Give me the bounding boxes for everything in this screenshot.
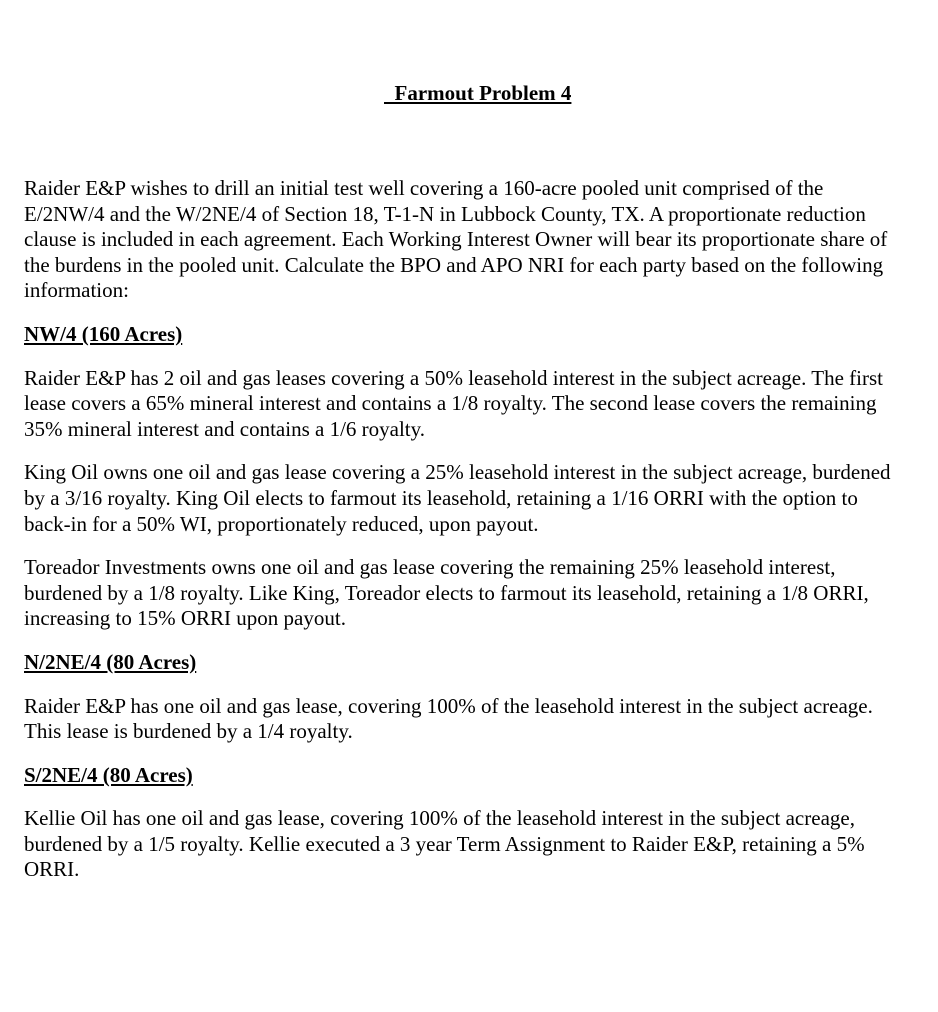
intro-paragraph: Raider E&P wishes to drill an initial test well covering a 160-acre pooled unit comprised of the E/2NW/4 and the W/2NE/4 of Section 18, T-1-N in Lubbock County, TX. A proportionate reduction clause is included in each agreement. Each Working Interest Owner will bear its proportionate share of the burdens in the pooled unit. Calculate the BPO and APO NRI for each party based on the following information:: [24, 176, 888, 303]
document-title: Farmout Problem 4: [384, 81, 572, 105]
paragraph-raider-nw4: Raider E&P has 2 oil and gas leases covering a 50% leasehold interest in the subject acreage. The first lease covers a 65% mineral interest and contains a 1/8 royalty. The second lease covers the remaining 35% mineral interest and contains a 1/6 royalty.: [24, 365, 883, 441]
section-heading-nw4: NW/4 (160 Acres): [24, 321, 183, 346]
paragraph-toreador: Toreador Investments owns one oil and gas lease covering the remaining 25% leasehold interest, burdened by a 1/8 royalty. Like King, Toreador elects to farmout its leasehold, retaining a 1/8 ORRI, increasing to 15% ORRI upon payout.: [24, 555, 869, 631]
document-body: [24, 176, 904, 883]
paragraph-raider-n2ne4: Raider E&P has one oil and gas lease, covering 100% of the leasehold interest in the subject acreage. This lease is burdened by a 1/4 royalty.: [24, 693, 873, 744]
section-heading-s2ne4: S/2NE/4 (80 Acres): [24, 762, 193, 787]
section-heading-n2ne4: N/2NE/4 (80 Acres): [24, 649, 197, 674]
paragraph-king-oil: King Oil owns one oil and gas lease covering a 25% leasehold interest in the subject acreage, burdened by a 3/16 royalty. King Oil elects to farmout its leasehold, retaining a 1/16 ORRI with the option to back-in for a 50% WI, proportionately reduced, upon payout.: [24, 460, 891, 536]
paragraph-kellie-oil: Kellie Oil has one oil and gas lease, covering 100% of the leasehold interest in the subject acreage, burdened by a 1/5 royalty. Kellie executed a 3 year Term Assignment to Raider E&P, retaining a 5% ORRI.: [24, 806, 865, 882]
